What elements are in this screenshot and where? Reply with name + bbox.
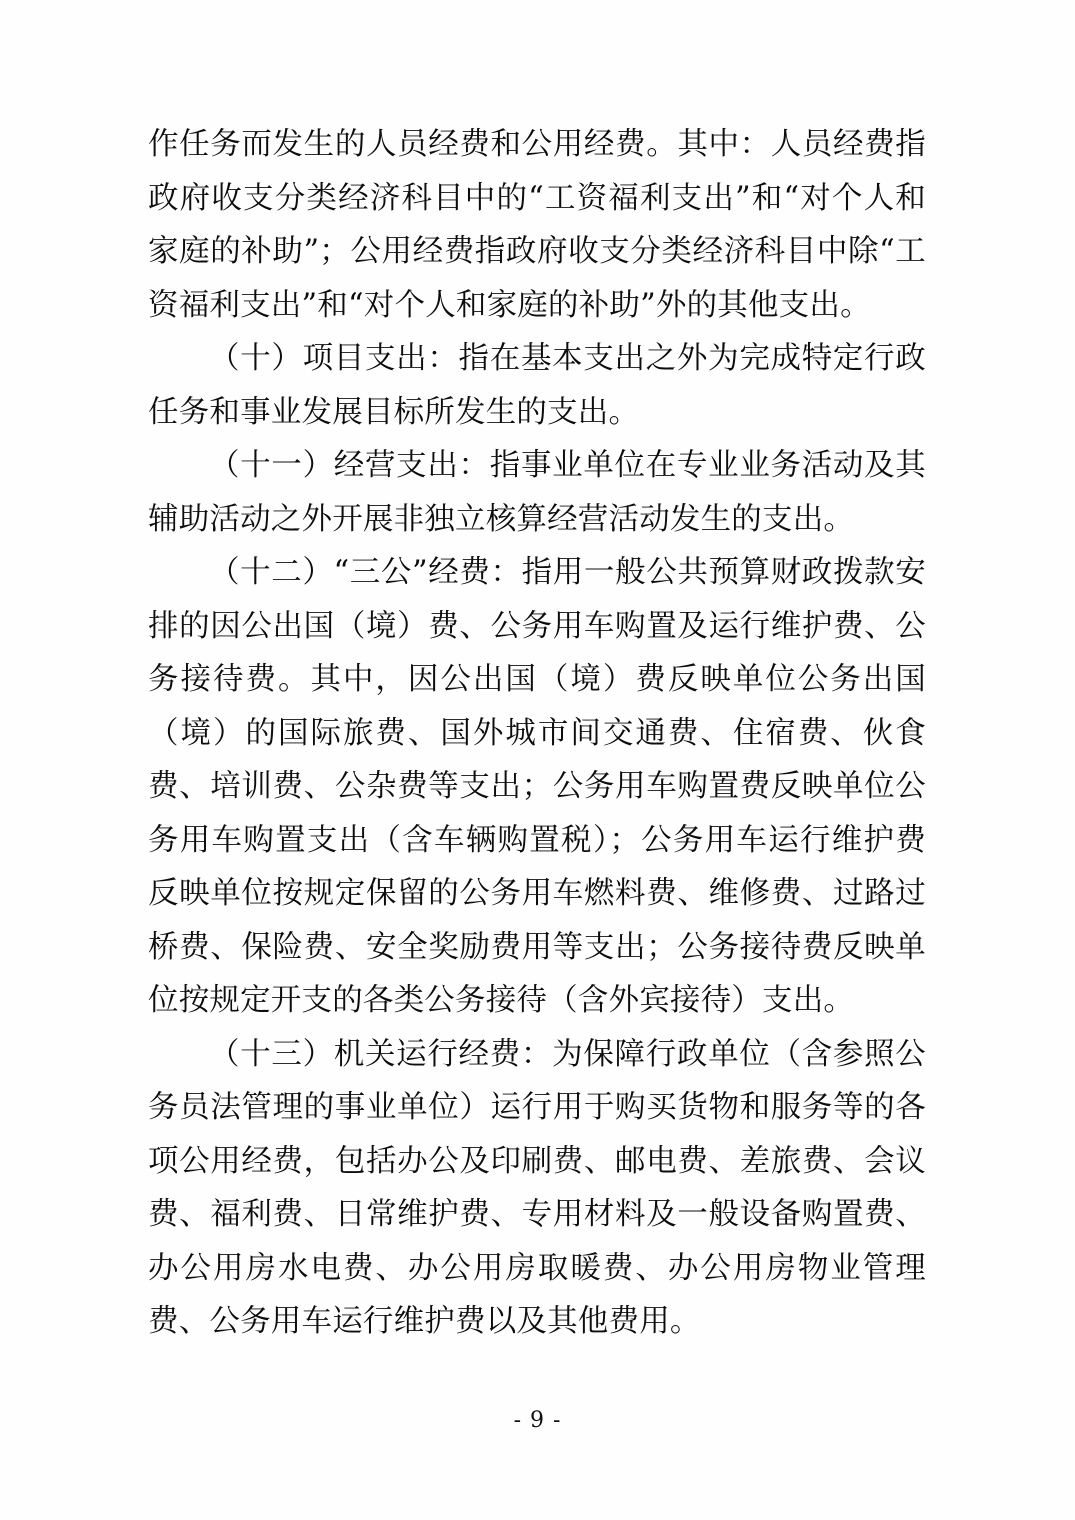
page-number: - 9 - bbox=[513, 1408, 562, 1433]
paragraph-item-13: （十三）机关运行经费：为保障行政单位（含参照公务员法管理的事业单位）运行用于购买货物和服务等的各项公用经费，包括办公及印刷费、邮电费、差旅费、会议费、福利费、日常维护费、专用材料及一般设备购置费、办公用房水电费、办公用房取暖费、办公用房物业管理费、公务用车运行维护费以及其他费用。 bbox=[148, 1036, 926, 1339]
paragraph-item-10: （十）项目支出：指在基本支出之外为完成特定行政任务和事业发展目标所发生的支出。 bbox=[148, 341, 926, 430]
paragraph-continued: 作任务而发生的人员经费和公用经费。其中：人员经费指政府收支分类经济科目中的“工资福利支出”和“对个人和家庭的补助”；公用经费指政府收支分类经济科目中除“工资福利支出”和“对个人和家庭的补助”外的其他支出。 bbox=[148, 127, 926, 323]
paragraph-item-12: （十二）“三公”经费：指用一般公共预算财政拨款安排的因公出国（境）费、公务用车购置及运行维护费、公务接待费。其中，因公出国（境）费反映单位公务出国（境）的国际旅费、国外城市间交通费、住宿费、伙食费、培训费、公杂费等支出；公务用车购置费反映单位公务用车购置支出（含车辆购置税）；公务用车运行维护费反映单位按规定保留的公务用车燃料费、维修费、过路过桥费、保险费、安全奖励费用等支出；公务接待费反映单位按规定开支的各类公务接待（含外宾接待）支出。 bbox=[148, 555, 926, 1018]
paragraph-item-11: （十一）经营支出：指事业单位在专业业务活动及其辅助活动之外开展非独立核算经营活动发生的支出。 bbox=[148, 448, 926, 537]
document-body bbox=[148, 118, 926, 1349]
